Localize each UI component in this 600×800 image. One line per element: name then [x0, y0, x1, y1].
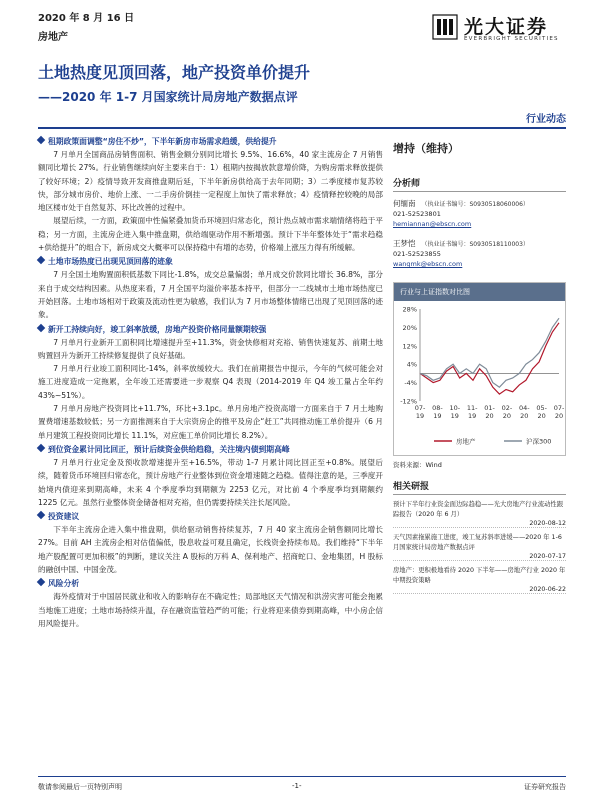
report-date: 2020 年 8 月 16 日: [38, 13, 135, 24]
analyst-name-line: [393, 238, 566, 249]
page-number: -1-: [292, 782, 302, 790]
x-tick-label: 07-: [414, 404, 426, 412]
diamond-bullet-icon: [37, 256, 45, 264]
footer-disclaimer: 敬请参阅最后一页特别声明: [38, 783, 122, 791]
main-body: [38, 134, 383, 630]
report-subtitle: ——2020 年 1-7 月国家统计局房地产数据点评: [38, 90, 298, 104]
section-heading: 投资建议: [38, 511, 383, 523]
x-tick-label: 19: [467, 412, 477, 420]
report-type-tag: 行业动态: [526, 114, 566, 125]
related-heading: 相关研报: [393, 479, 566, 495]
logo-text: 光大证券: [464, 16, 549, 38]
y-tick-label: -12%: [400, 397, 417, 406]
related-report-date: 2020-08-12: [393, 520, 566, 528]
analyst-license: （执业证书编号：S0930518060006）: [421, 201, 529, 208]
x-tick-label: 01-: [484, 404, 495, 412]
x-tick-label: 11-: [466, 404, 478, 412]
paragraph: 7 月单月行业定金及预收款增速提升至+16.5%，带动 1-7 月累计同比回正至+0.8%。展望后续，随着货币环境回归常态化，预计房地产行业整体到位资金增速随之趋稳。值得注意的是，三季度开始境内债迎来到期高峰，未来 4 个季度季均到期额为 2253 亿元，对比前 4 个季度季均到期额约 1225 亿元。虽然行业整体资金储备相对充裕，但仍需要持续关注长尾风险。: [38, 457, 383, 507]
related-report-title[interactable]: 房地产：更积极地看待 2020 下半年——房地产行业 2020 年中期投资策略: [393, 567, 566, 584]
section-heading: 租期政策面调整“房住不炒”，下半年新房市场需求趋缓，供给提升: [38, 136, 383, 148]
x-tick-label: 07-: [553, 404, 565, 412]
diamond-bullet-icon: [37, 444, 45, 452]
related-report-title[interactable]: 预计下半年行业资金面边际趋稳——光大房地产行业流动性跟踪报告（2020 年 6 月）: [393, 501, 564, 518]
paragraph: 海外疫情对于中国居民就业和收入的影响存在不确定性；局部地区天气情况和洪涝灾害可能会拖累当地施工进度；土地市场持续升温，存在融资监管趋严的可能；行业将迎来债券到期高峰，中小房企信用风险提升。: [38, 592, 383, 628]
report-category: 房地产: [38, 32, 68, 43]
analyst-name: 王梦恺: [393, 239, 416, 248]
index-comparison-chart: [394, 301, 565, 451]
diamond-bullet-icon: [37, 136, 45, 144]
chart-container: [393, 282, 566, 456]
chart-title: 行业与上证指数对比图: [394, 283, 565, 301]
section-heading: 到位资金累计同比回正，预计后续资金供给趋稳，关注境内债到期高峰: [38, 444, 383, 456]
y-tick-label: 12%: [402, 342, 417, 351]
logo-icon: [432, 14, 458, 40]
paragraph: 7 月全国土地购置面积低基数下同比-1.8%，成交总量偏弱；单月成交价款同比增长 36.8%，部分来自于成交结构因素。从热度来看，7 月全国平均溢价率基本持平，但部分一二线城市土地市场热度已开始回落。土地市场相对于政策及流动性更为敏感，我们认为 7 月市场整体情绪已出现了见顶回落的迹象。: [38, 270, 383, 320]
x-tick-label: 10-: [449, 404, 461, 412]
related-report-date: 2020-06-22: [393, 586, 566, 594]
section-heading: 新开工持续向好，竣工斜率放缓，房地产投资价格同量额期较强: [38, 324, 383, 336]
chart-source: 资料来源：Wind: [393, 461, 442, 469]
x-tick-label: 08-: [432, 404, 443, 412]
report-title: 土地热度见顶回落，地产投资单价提升: [38, 63, 311, 82]
analyst-name: 何缅南: [393, 199, 416, 208]
analyst-email[interactable]: hemiannan@ebscn.com: [393, 220, 472, 228]
paragraph: 7 月单月行业竣工面积同比-14%，斜率放缓较大。我们在前期报告中提示，今年的气候可能会对施工进度造成一定拖累，全年竣工还需要进一步观察 Q4 表现（2014-2019 年 Q4 竣工量占全年约 43%~51%）。: [38, 364, 383, 400]
x-tick-label: 20: [554, 412, 564, 420]
x-tick-label: 19: [415, 412, 425, 420]
header-divider: [38, 127, 566, 129]
x-tick-label: 04-: [518, 404, 530, 412]
analyst-phone: 021-52523801: [393, 210, 441, 218]
x-tick-label: 20: [502, 412, 512, 420]
related-report-title[interactable]: 天气因素拖累施工进度，竣工复苏斜率进缓——2020 年 1-6 月国家统计局房地产数据点评: [393, 534, 562, 551]
section-heading: 风险分析: [38, 578, 383, 590]
x-tick-label: 19: [433, 412, 442, 420]
x-tick-label: 20: [520, 412, 529, 420]
legend-label: 房地产: [456, 437, 476, 446]
footer-divider: [38, 776, 566, 777]
paragraph: 7 月单月房地产投资同比+11.7%，环比+3.1pc。单月房地产投资高增一方面来自于 7 月土地购置费增速基数较低；另一方面推测来自于大宗资房企的推平及房企“赶工”共同推动施工单价提升（6 月单月建筑工程投资同比增长 11.1%，对应施工单价同比增长 8.2%）。: [38, 404, 383, 440]
y-tick-label: 28%: [402, 305, 417, 314]
section-heading: 土地市场热度已出现见顶回落的迹象: [38, 256, 383, 268]
series-line-1: [420, 323, 559, 394]
paragraph: 7 月单月行业新开工面积同比增速提升至+11.3%，资金快修相对充裕、销售快速复苏、前期土地购置回升为新开工持续修复提供了良好基础。: [38, 337, 383, 360]
analyst-license: （执业证书编号：S0930518110003）: [421, 241, 529, 248]
y-tick-label: 20%: [402, 323, 417, 332]
logo-english: EVERBRIGHT SECURITIES: [464, 36, 559, 42]
analyst-phone: 021-52523855: [393, 250, 441, 258]
x-tick-label: 02-: [501, 404, 513, 412]
analyst-name-line: [393, 198, 566, 209]
diamond-bullet-icon: [37, 578, 45, 586]
footer-report-type: 证券研究报告: [524, 783, 566, 791]
y-tick-label: 4%: [406, 360, 417, 369]
x-tick-label: 20: [537, 412, 546, 420]
rating: 增持（维持）: [393, 142, 459, 155]
x-tick-label: 19: [450, 412, 459, 420]
x-tick-label: 05-: [536, 404, 547, 412]
analyst-email[interactable]: wangmk@ebscn.com: [393, 260, 463, 268]
legend-label: 沪深300: [526, 437, 552, 446]
y-tick-label: -4%: [404, 379, 417, 388]
sidebar: [393, 130, 566, 594]
related-report-date: 2020-07-17: [393, 553, 566, 561]
analyst-heading: 分析师: [393, 176, 566, 192]
paragraph: 7 月单月全国商品房销售面积、销售金额分别同比增长 9.5%、16.6%，40 家主流房企 7 月销售额同比增长 27%。行业销售继续向好主要来自于：1）租期内按揭放款意增价降，为购房需求释放提供了较好环境；2）疫情导致开发商推盘期后延，下半年新房供给高于去年同期；3）二季度楼市复苏较快，部分城市房价、地价上涨、一二手房价倒挂一定程度上加快了需求释放；4）疫情释控较晚的局部地区楼市处于自然复苏、环比改善的过程中。: [38, 150, 383, 213]
paragraph: 下半年主流房企进入集中推盘期，供给驱动销售持续复苏，7 月 40 家主流房企销售额同比增长 27%。目前 AH 主流房企相对估值偏低，股息收益可观且确定，长线资金持续布局。我们维持“下半年地产股配置可更加积极”的判断，建议关注 A 股标的万科 A、保利地产、招商蛇口、金地集团，H 股标的融创中国、中国金茂。: [38, 525, 383, 575]
paragraph: 展望后续，一方面，政策面中性偏紧叠加货币环境回归常态化，预计热点城市需求端情绪将趋于平稳；另一方面，主流房企进入集中推盘期，供给端驱动作用不断增强。预计下半年整体处于“需求趋稳+供给提升”的组合下，新房成交大概率可以保持稳中有增的态势，价格端上涨压力得有所缓解。: [38, 216, 383, 253]
x-tick-label: 20: [485, 412, 494, 420]
diamond-bullet-icon: [37, 511, 45, 519]
diamond-bullet-icon: [37, 323, 45, 331]
series-line-2: [420, 318, 559, 387]
